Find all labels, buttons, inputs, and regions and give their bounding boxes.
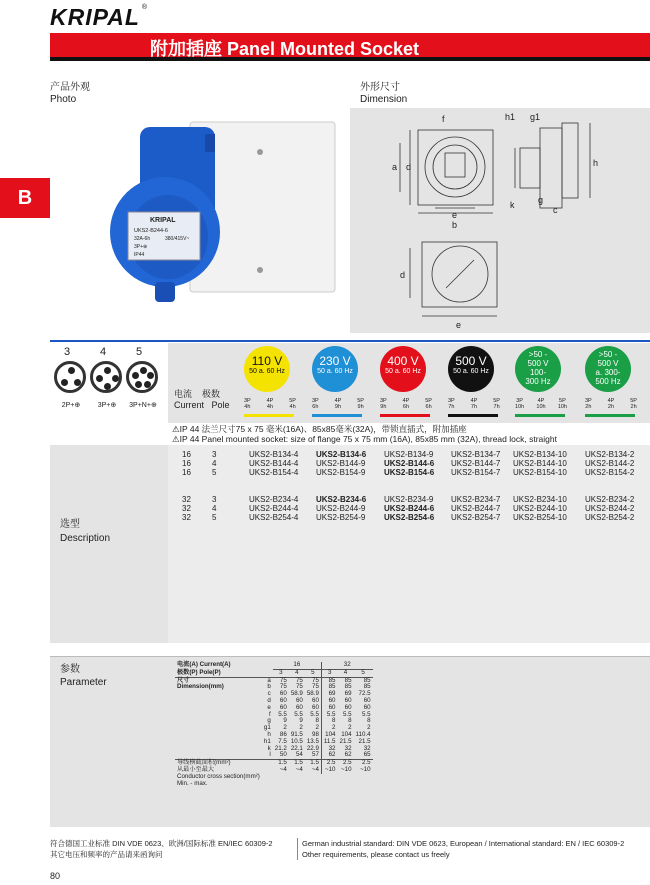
color-bar [448,414,498,417]
svg-text:g: g [538,195,544,205]
model-code: UKS2-B134-4 [249,450,299,459]
voltage-badge: 230 V 50 a. 60 Hz [312,346,358,392]
brand-logo: KRIPAL ® [50,4,149,30]
color-bar [244,414,294,417]
model-code: UKS2-B244-4 [249,504,299,513]
model-pole: 4 [212,504,217,513]
model-current: 32 [182,495,191,504]
pole-count-4: 4 [100,346,107,358]
model-code: UKS2-B254-2 [585,513,635,522]
svg-text:e: e [456,320,462,330]
model-code: UKS2-B154-7 [451,468,501,477]
pole-count-5: 5 [136,346,143,358]
model-code: UKS2-B144-6 [384,459,435,468]
model-code: UKS2-B244-6 [384,504,435,513]
model-code: UKS2-B154-4 [249,468,299,477]
svg-text:32A-6h: 32A-6h [134,236,151,242]
model-code: UKS2-B234-7 [451,495,501,504]
section-tab: B [0,178,50,218]
model-current: 32 [182,513,191,522]
model-code: UKS2-B234-2 [585,495,635,504]
model-pole: 4 [212,459,217,468]
model-code: UKS2-B234-10 [513,495,567,504]
model-code: UKS2-B154-9 [316,468,366,477]
model-code: UKS2-B254-10 [513,513,567,522]
pole-count-3: 3 [64,346,71,358]
model-code: UKS2-B134-7 [451,450,501,459]
model-pole: 5 [212,513,217,522]
pole-hour-codes: 3P 2h 4P 2h 5P 2h [585,398,637,410]
footer-en: German industrial standard: DIN VDE 0623, European / International standard: EN / IEC 60309-2 Other requirements, please contact us freely [297,838,624,860]
pole-config-label: 3P+N+⊕ [129,402,157,409]
model-code: UKS2-B144-9 [316,459,366,468]
photo-label: 产品外观 Photo [50,82,90,105]
socket-face-icon [54,361,86,393]
dimension-drawing [350,108,650,333]
pole-hour-codes: 3P 9h 4P 6h 5P 6h [380,398,432,410]
description-label: 选型 Description [60,519,111,544]
model-code: UKS2-B254-7 [451,513,501,522]
model-code: UKS2-B134-6 [316,450,367,459]
model-current: 16 [182,459,191,468]
model-code: UKS2-B254-4 [249,513,299,522]
model-pole: 3 [212,450,217,459]
model-code: UKS2-B254-6 [384,513,435,522]
model-code: UKS2-B154-2 [585,468,635,477]
parameter-label: 参数 Parameter [60,664,107,688]
svg-text:e: e [452,210,458,220]
pole-hour-codes: 3P 6h 4P 9h 5P 9h [312,398,364,410]
socket-face-icon [126,361,158,393]
product-photo [50,92,345,327]
voltage-badge: >50 - 500 V 100- 300 Hz [515,346,561,392]
voltage-badge: >50 - 500 V a. 300- 500 Hz [585,346,631,392]
spec-note: ⚠IP 44 法兰尺寸75 x 75 毫米(16A)、85x85毫米(32A)，带锁直插式，附加插座 ⚠IP 44 Panel mounted socket: size of flange 75 x 75 mm (16A), 85x85 mm (32A), thread lock, straight [172,424,557,444]
model-code: UKS2-B144-4 [249,459,299,468]
model-pole: 3 [212,495,217,504]
model-code: UKS2-B144-2 [585,459,635,468]
model-current: 32 [182,504,191,513]
model-code: UKS2-B244-7 [451,504,501,513]
pole-hour-codes: 3P 10h 4P 10h 5P 10h [515,398,567,410]
model-code: UKS2-B144-7 [451,459,501,468]
model-code: UKS2-B244-9 [316,504,366,513]
model-code: UKS2-B144-10 [513,459,567,468]
model-code: UKS2-B234-9 [384,495,434,504]
model-code: UKS2-B154-6 [384,468,435,477]
model-pole: 5 [212,468,217,477]
model-code: UKS2-B234-6 [316,495,367,504]
dimension-label: 外形尺寸 Dimension [360,82,408,105]
product-brand-label: KRIPAL [150,217,176,224]
pole-config-label: 3P+⊕ [97,402,117,409]
svg-text:IP44: IP44 [134,252,145,258]
color-bar [380,414,430,417]
svg-text:c: c [553,205,558,215]
voltage-badge: 110 V 50 a. 60 Hz [244,346,290,392]
svg-text:d: d [400,270,406,280]
model-code: UKS2-B234-4 [249,495,299,504]
parameter-table: 电流(A) Current(A) 16 32 极数(P) Pole(P) 3 4 5 3 4 5 尺寸 a 75 75 75 85 85 85 Dimension(mm) b 75 75 75 85 85 85 c 60 58.9 58.9 69 69 72.5 d 60 60 60 60 60 60 e 60 60 60 60 60 60 f 5.5 5.5 5.5 5.5 5.5 5.5 g 9 9 8 8 8 8 g1 2 2 2 2 2 2 h 86 91.5 98 104 104 110.4 h1 7.5 10.5 13.5 11.5 21.5 21.5 k 21.2 22.1 22.9 32 32 32 l 50 54 57 62 62 65 导线横截面积(mm²) 1.5 1.5 1.5 2.5 2.5 2.5 从最小至最大 ~4 ~4 ~4 ~10 ~10 ~10 Conductor cross section(mm²) Min. - max. [177,661,371,787]
svg-text:h: h [593,158,599,168]
svg-text:UKS2-B244-6: UKS2-B244-6 [134,228,168,234]
model-current: 16 [182,468,191,477]
model-code: UKS2-B154-10 [513,468,567,477]
section-divider [50,340,650,342]
svg-text:a: a [392,162,398,172]
pole-hour-codes: 3P 7h 4P 7h 5P 7h [448,398,500,410]
voltage-badge: 400 V 50 a. 60 Hz [380,346,426,392]
current-pole-header: 电流 极数 Current Pole [174,389,230,410]
svg-text:g1: g1 [530,112,541,122]
pole-config-label: 2P+⊕ [61,402,81,409]
model-code: UKS2-B134-10 [513,450,567,459]
page-title: 附加插座 Panel Mounted Socket [150,39,420,59]
socket-face-icon [90,361,122,393]
footer-cn: 符合德国工业标准 DIN VDE 0623、欧洲/国际标准 EN/IEC 60309-2 其它电压和频率的产品请来函询问 [50,839,273,859]
svg-text:380/415V~: 380/415V~ [165,236,190,242]
svg-text:d: d [406,162,412,172]
svg-text:3P+⊕: 3P+⊕ [134,244,148,250]
svg-text:b: b [452,220,458,230]
svg-text:h1: h1 [505,112,516,122]
model-code: UKS2-B254-9 [316,513,366,522]
model-code: UKS2-B244-2 [585,504,635,513]
color-bar [312,414,362,417]
color-bar [585,414,635,417]
model-current: 16 [182,450,191,459]
color-bar [515,414,565,417]
svg-text:k: k [510,200,515,210]
pole-hour-codes: 3P 4h 4P 4h 5P 4h [244,398,296,410]
voltage-badge: 500 V 50 a. 60 Hz [448,346,494,392]
model-code: UKS2-B134-9 [384,450,434,459]
model-code: UKS2-B244-10 [513,504,567,513]
page-number: 80 [50,871,61,881]
svg-text:f: f [442,114,445,124]
model-code: UKS2-B134-2 [585,450,635,459]
